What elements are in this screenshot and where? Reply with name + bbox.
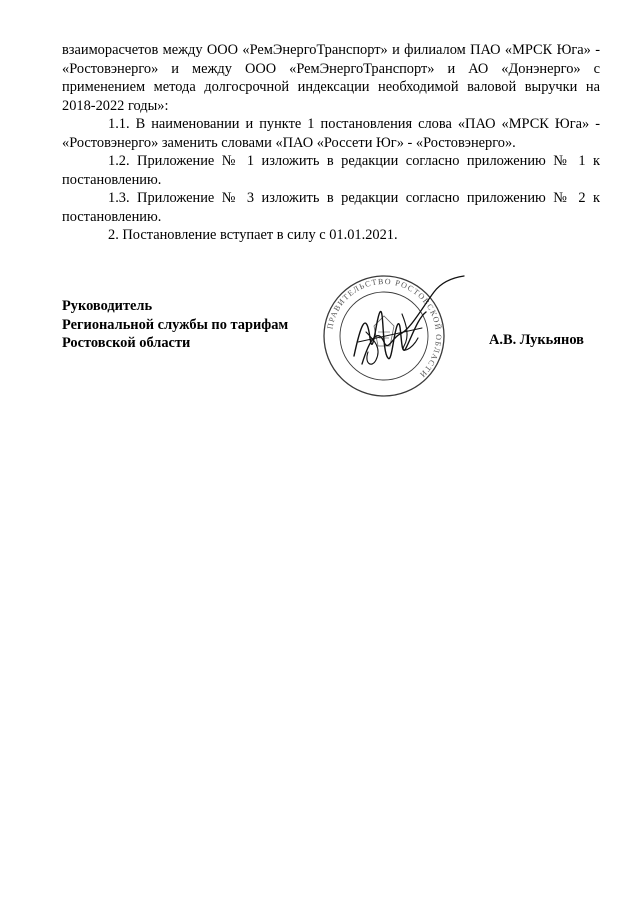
signer-title-line1: Руководитель bbox=[62, 298, 153, 314]
paragraph-item-1-3: 1.3. Приложение № 3 изложить в редакции согласно приложению № 2 к постановлению. bbox=[62, 190, 600, 225]
signer-name: А.В. Лукьянов bbox=[489, 332, 584, 348]
paragraph-item-1-1: 1.1. В наименовании и пункте 1 постановления слова «ПАО «МРСК Юга» - «Ростовэнерго» заменить словами «ПАО «Россети Юг» - «Ростовэнерго». bbox=[62, 116, 600, 151]
signer-title-line2: Региональной службы по тарифам bbox=[62, 316, 289, 333]
signer-title-line3: Ростовской области bbox=[62, 335, 191, 351]
paragraph-item-2: 2. Постановление вступает в силу с 01.01.2021. bbox=[108, 227, 398, 243]
official-seal-and-signature bbox=[318, 268, 478, 408]
seal-stamp-icon bbox=[318, 268, 478, 408]
paragraph-item-1-2: 1.2. Приложение № 1 изложить в редакции согласно приложению № 1 к постановлению. bbox=[62, 153, 600, 188]
paragraph-continuation: взаиморасчетов между ООО «РемЭнергоТранспорт» и филиалом ПАО «МРСК Юга» - «Ростовэнерго» и между ООО «РемЭнергоТранспорт» и АО «Донэнерго» с применением метода долгосрочной индексации необходимой валовой выручки на 2018-2022 годы»: bbox=[62, 42, 600, 114]
document-body bbox=[62, 41, 600, 245]
seal-ring-text: ПРАВИТЕЛЬСТВО РОСТОВСКОЙ ОБЛАСТИ bbox=[325, 276, 444, 380]
